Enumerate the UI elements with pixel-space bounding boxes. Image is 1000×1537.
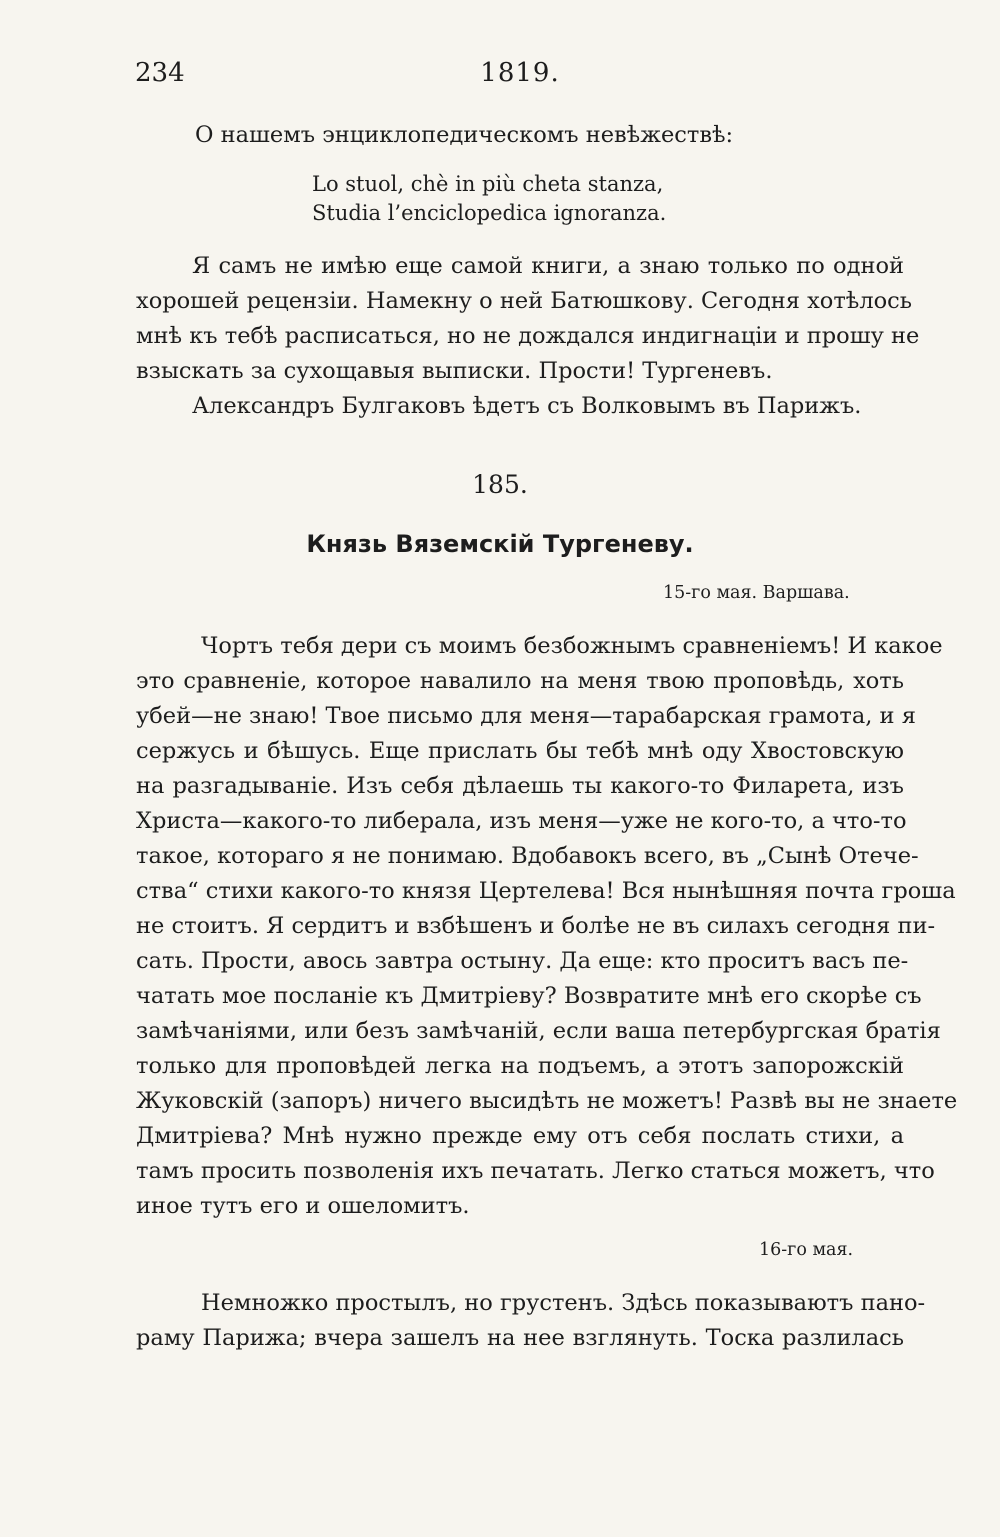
letter-line: сать. Прости, авось завтра остыну. Да еще: кто проситъ васъ пе- <box>136 948 909 974</box>
paragraph-line: хорошей рецензіи. Намекну о ней Батюшкову. Сегодня хотѣлось <box>136 288 913 314</box>
letter-number: 185. <box>472 470 528 499</box>
paragraph-line: мнѣ къ тебѣ расписаться, но не дождался индигнаціи и прошу не <box>136 323 920 349</box>
letter-line: тамъ просить позволенія ихъ печатать. Легко статься можетъ, что <box>136 1158 935 1184</box>
page-number: 234 <box>135 58 185 88</box>
letter-line: только для проповѣдей легка на подъемъ, а этотъ запорожскій <box>136 1053 904 1079</box>
letter-line: сержусь и бѣшусь. Еще прислать бы тебѣ мнѣ оду Хвостовскую <box>136 738 904 764</box>
paragraph-line: Александръ Булгаковъ ѣдетъ съ Волковымъ въ Парижъ. <box>192 393 862 419</box>
quote-line: Lo stuol, chè in più cheta stanza, <box>312 172 664 196</box>
letter-line: иное тутъ его и ошеломитъ. <box>136 1193 470 1219</box>
letter-line: на разгадываніе. Изъ себя дѣлаешь ты какого-то Филарета, изъ <box>136 773 904 799</box>
letter-line: Чортъ тебя дери съ моимъ безбожнымъ сравненіемъ! И какое <box>201 633 943 659</box>
running-header <box>135 58 905 98</box>
letter-line: ства“ стихи какого-то князя Цертелева! Вся нынѣшняя почта гроша <box>136 878 956 904</box>
letter-line: замѣчаніями, или безъ замѣчаній, если ваша петербургская братія <box>136 1018 941 1044</box>
letter-date: 15-го мая. Варшава. <box>663 583 850 603</box>
letter-line: убей—не знаю! Твое письмо для меня—тарабарская грамота, и я <box>136 703 916 729</box>
letter-line: Христа—какого-то либерала, изъ меня—уже не кого-то, а что-то <box>136 808 907 834</box>
running-title-year: 1819. <box>480 58 560 88</box>
quote-line: Studia l’enciclopedica ignoranza. <box>312 201 667 225</box>
paragraph-line: Я самъ не имѣю еще самой книги, а знаю только по одной <box>192 253 904 279</box>
letter-line: чатать мое посланіе къ Дмитріеву? Возвратите мнѣ его скорѣе съ <box>136 983 922 1009</box>
letter-line: Дмитріева? Мнѣ нужно прежде ему отъ себя послать стихи, а <box>136 1123 904 1149</box>
intro-line: О нашемъ энциклопедическомъ невѣжествѣ: <box>195 122 734 148</box>
letter-line: Немножко простылъ, но грустенъ. Здѣсь показываютъ пано- <box>201 1290 926 1316</box>
letter-line: это сравненіе, которое навалило на меня твою проповѣдь, хоть <box>136 668 904 694</box>
letter-heading: Князь Вяземскій Тургеневу. <box>306 530 694 558</box>
letter-line: такое, котораго я не понимаю. Вдобавокъ всего, въ „Сынѣ Отече- <box>136 843 919 869</box>
letter-line: не стоитъ. Я сердитъ и взбѣшенъ и болѣе не въ силахъ сегодня пи- <box>136 913 936 939</box>
letter-line: Жуковскій (запоръ) ничего высидѣть не можетъ! Развѣ вы не знаете <box>136 1088 958 1114</box>
letter-line: раму Парижа; вчера зашелъ на нее взглянуть. Тоска разлилась <box>136 1325 904 1351</box>
paragraph-line: взыскать за сухощавыя выписки. Прости! Тургеневъ. <box>136 358 773 384</box>
letter-date: 16-го мая. <box>759 1240 854 1260</box>
